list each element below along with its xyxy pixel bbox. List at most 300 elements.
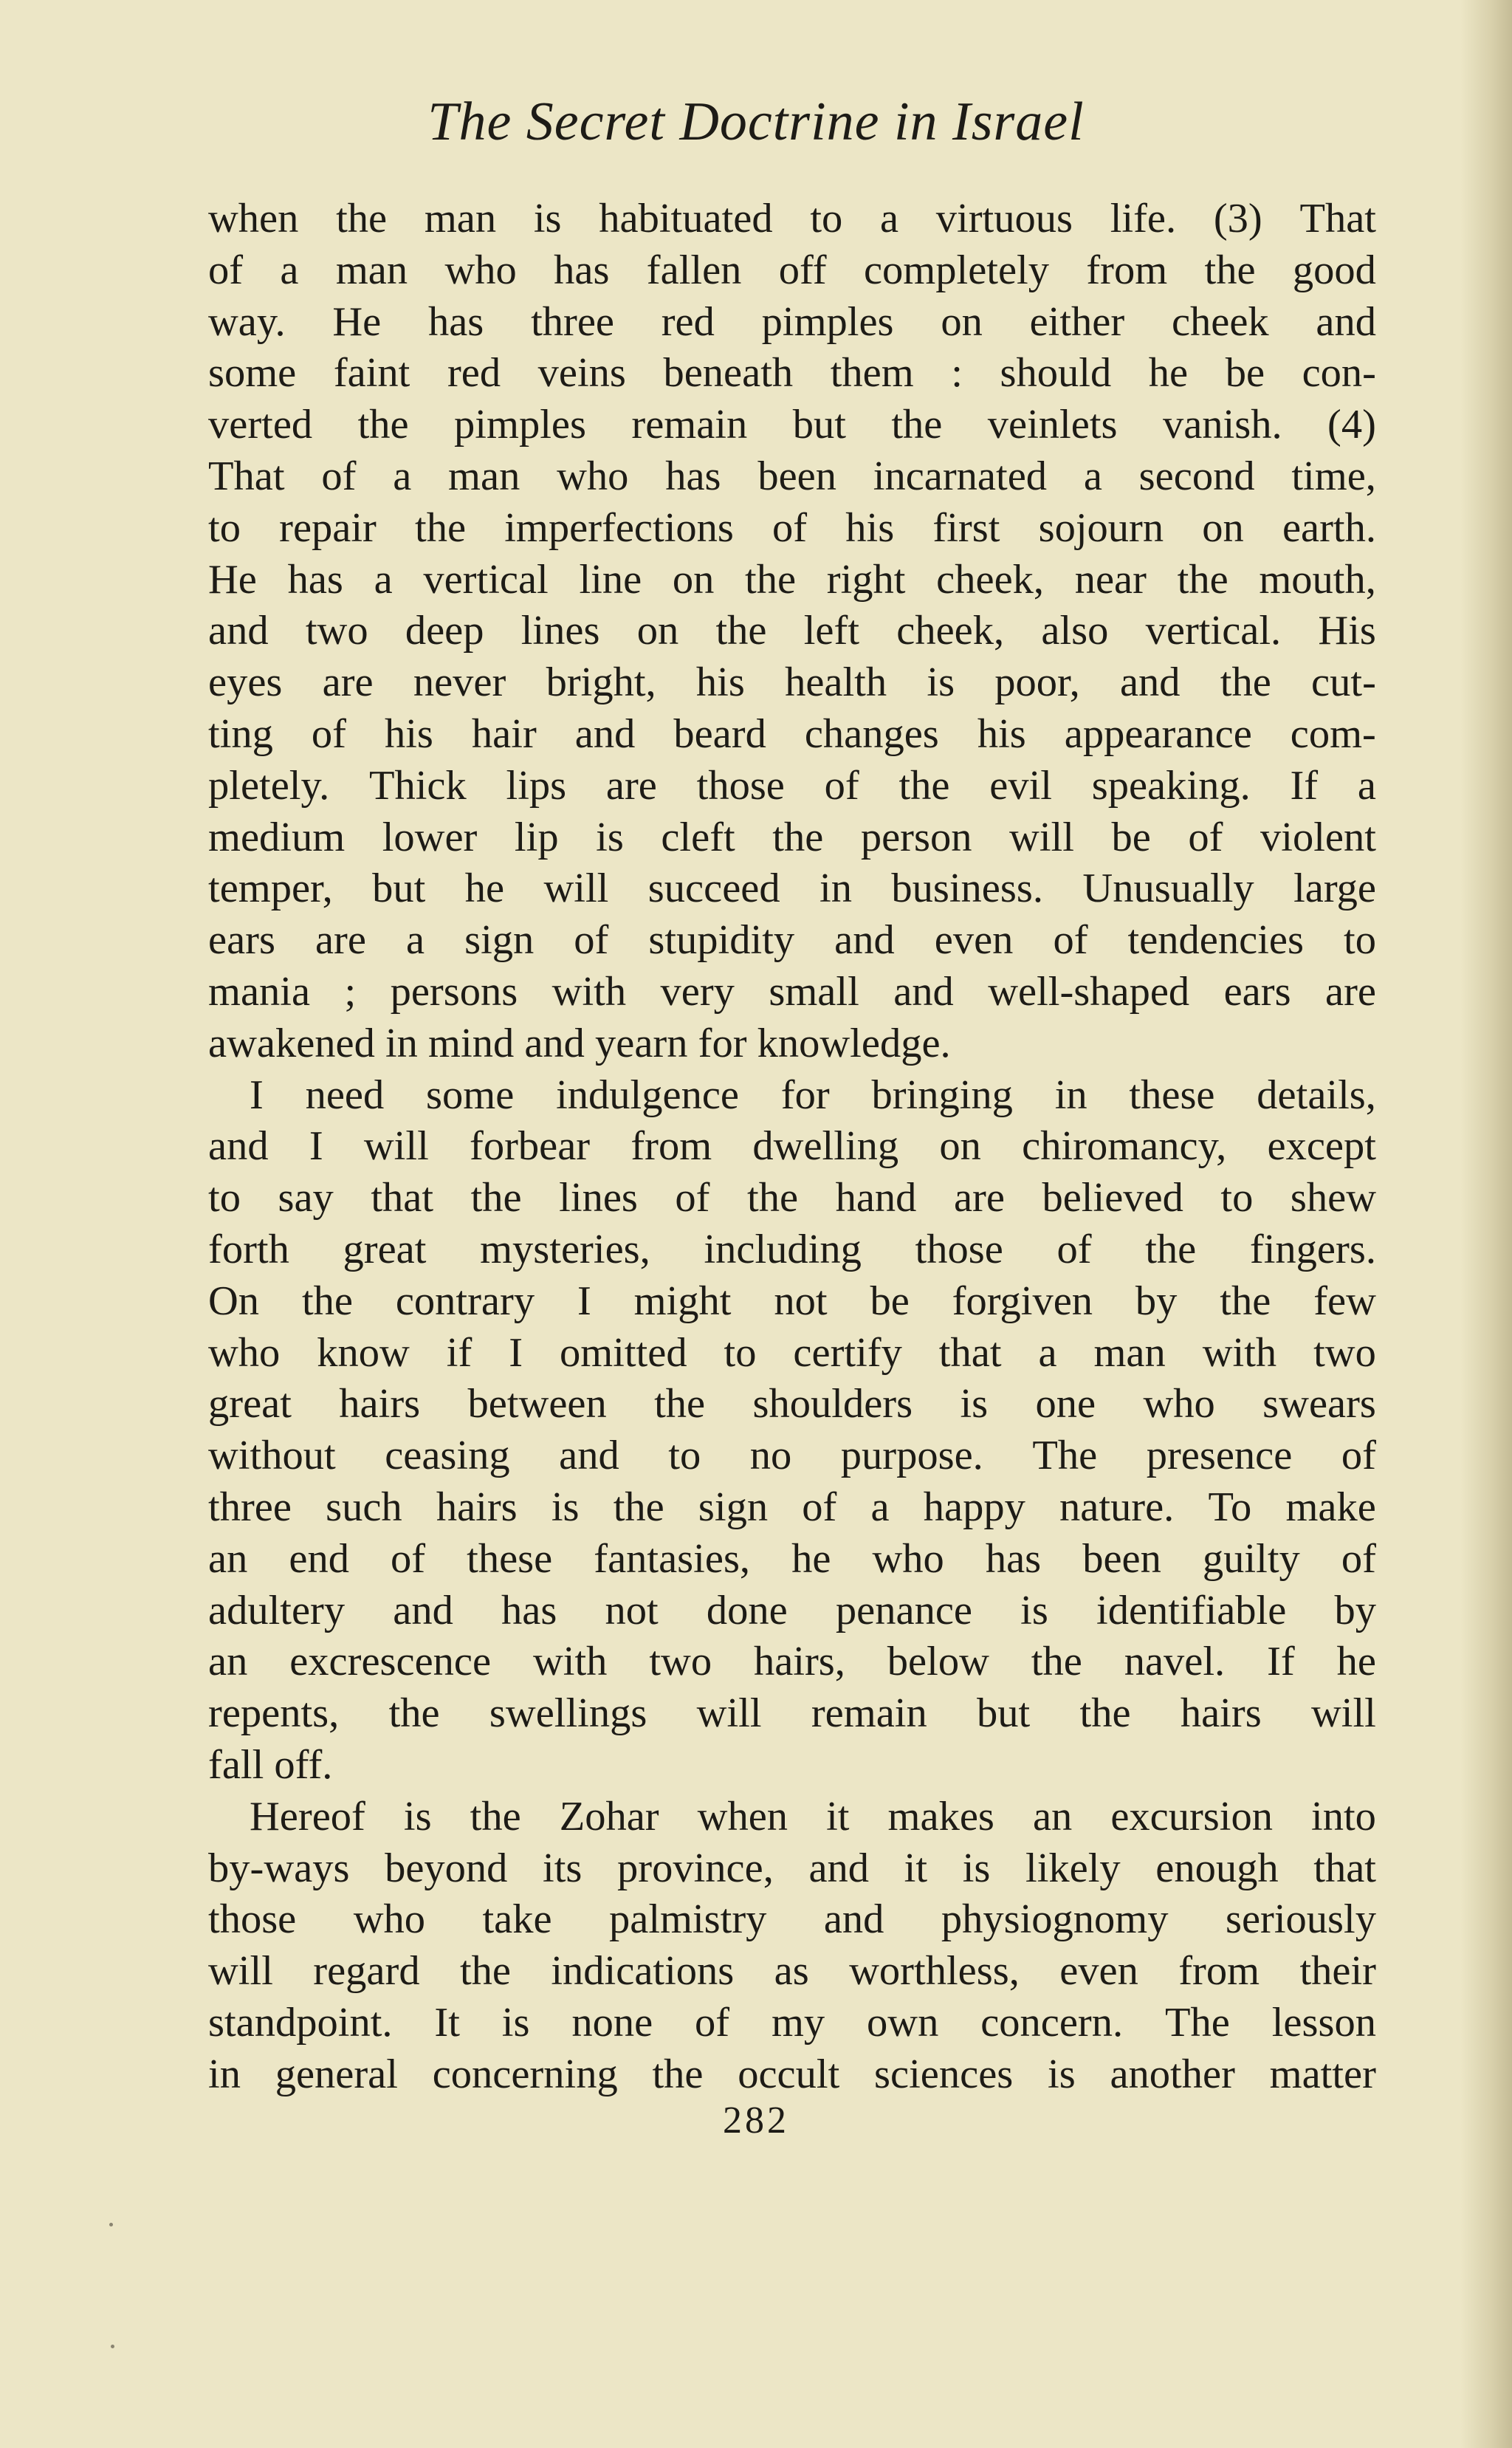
word: a [280, 247, 299, 293]
word: life. [1110, 196, 1177, 241]
word: it [904, 1845, 928, 1891]
text-line [208, 1070, 1376, 1122]
word: of [1056, 1226, 1092, 1272]
word: ; [344, 968, 357, 1015]
word: to [1344, 917, 1376, 964]
word: faint [333, 350, 410, 397]
word: ears [208, 917, 275, 964]
word: two [649, 1639, 712, 1685]
word: the [459, 1948, 511, 1995]
word: those [915, 1226, 1003, 1272]
word: great [343, 1226, 427, 1272]
word: certify [793, 1329, 902, 1376]
word: but [977, 1690, 1031, 1737]
word: no [749, 1433, 792, 1479]
word: the [1220, 1278, 1271, 1324]
word: either [1029, 298, 1125, 345]
word: and [893, 968, 954, 1015]
word: his [977, 710, 1026, 757]
word: of [321, 453, 357, 499]
word: never [413, 659, 506, 706]
text-line [208, 348, 1376, 400]
word: He [332, 298, 382, 345]
text-line [208, 1894, 1376, 1946]
word: has [501, 1587, 557, 1633]
word: standpoint. [208, 1999, 393, 2046]
text-line [208, 1946, 1376, 1998]
text-line [208, 193, 1376, 245]
word: hairs [339, 1381, 421, 1427]
body-text [208, 193, 1376, 2100]
word: shew [1290, 1175, 1376, 1221]
word: be [1225, 350, 1265, 397]
word: purpose. [840, 1433, 983, 1479]
word: vanish. [1162, 402, 1282, 448]
word: believed [1042, 1175, 1183, 1221]
word: ting [208, 710, 273, 757]
word: cut- [1311, 659, 1376, 706]
word: He [208, 556, 257, 603]
word: stupidity [648, 917, 795, 964]
word: has [287, 556, 343, 603]
word: small [769, 968, 859, 1015]
word: mysteries, [480, 1226, 650, 1272]
word: end [289, 1535, 349, 1582]
word: line [579, 556, 642, 603]
word: ceasing [385, 1433, 510, 1479]
word: of [824, 762, 859, 809]
word: that [1313, 1845, 1376, 1891]
word: swellings [489, 1690, 647, 1737]
word: I [509, 1329, 523, 1376]
word: business. [891, 865, 1043, 912]
word: the [388, 1690, 440, 1737]
word: of [1341, 1535, 1376, 1582]
word: presence [1146, 1433, 1293, 1479]
word: of [1341, 1433, 1376, 1479]
word: excursion [1110, 1793, 1273, 1840]
word: The [1032, 1433, 1098, 1479]
word: makes [887, 1793, 994, 1840]
word: the [1204, 247, 1256, 293]
word: some [426, 1072, 515, 1118]
word: and [208, 608, 269, 654]
word: has [665, 453, 721, 499]
text-line [208, 863, 1376, 915]
text-line [208, 709, 1376, 761]
word: and [208, 1123, 269, 1170]
word: great [208, 1381, 292, 1427]
word: I [309, 1123, 323, 1170]
word: veinlets [987, 402, 1118, 448]
word: red [447, 350, 501, 397]
word: on [636, 608, 679, 654]
word: sign [464, 917, 535, 964]
word: violent [1260, 814, 1376, 860]
word: On [208, 1278, 260, 1324]
word: person [860, 814, 972, 860]
word: near [1074, 556, 1147, 603]
word: cheek [1171, 298, 1269, 345]
text-line [208, 1792, 1376, 1843]
word: hand [835, 1175, 917, 1221]
word: three [208, 1484, 292, 1530]
word: I [577, 1278, 591, 1324]
word: remain [811, 1690, 927, 1737]
word: two [1313, 1329, 1376, 1376]
word: left [803, 608, 860, 654]
word: to [724, 1329, 757, 1376]
word: be [870, 1278, 910, 1324]
word: a [374, 556, 393, 603]
word: Unusually [1082, 865, 1254, 912]
word: nature. [1059, 1484, 1175, 1530]
word: the [772, 814, 824, 860]
word: into [1311, 1793, 1376, 1840]
word: and [574, 710, 636, 757]
word: with [551, 968, 627, 1015]
word: man [1093, 1329, 1166, 1376]
word: con- [1302, 350, 1376, 397]
word: but [792, 402, 846, 448]
word: habituated [599, 196, 773, 241]
word: and [559, 1433, 619, 1479]
word: he [1336, 1639, 1376, 1685]
word: make [1285, 1484, 1376, 1530]
word: his [384, 710, 433, 757]
text-line [208, 555, 1376, 606]
word: That [1299, 196, 1376, 241]
word: is [533, 196, 562, 241]
word: persons [390, 968, 518, 1015]
text-line [208, 812, 1376, 864]
word: is [1048, 2051, 1076, 2097]
word: sojourn [1038, 504, 1164, 551]
word: the [1220, 659, 1271, 706]
word: worthless, [849, 1948, 1020, 1995]
word: who [872, 1535, 944, 1582]
text-line-content: awakened in mind and yearn for knowledge. [208, 1020, 951, 1066]
word: mania [208, 968, 311, 1015]
word: and [1119, 659, 1181, 706]
word: from [1178, 1948, 1260, 1995]
word: these [467, 1535, 553, 1582]
word: virtuous [935, 196, 1073, 241]
word: the [357, 402, 409, 448]
word: fingers. [1249, 1226, 1376, 1272]
word: the [745, 556, 797, 603]
word: an [1032, 1793, 1073, 1840]
word: has [985, 1535, 1042, 1582]
word: guilty [1202, 1535, 1300, 1582]
word: red [661, 298, 715, 345]
word: chiromancy, [1022, 1123, 1227, 1170]
word: second [1138, 453, 1255, 499]
text-line [208, 503, 1376, 555]
word: another [1110, 2051, 1235, 2097]
word: hairs [436, 1484, 518, 1530]
word: forbear [470, 1123, 591, 1170]
word: hairs, [753, 1639, 845, 1685]
word: a [393, 453, 412, 499]
word: by [1135, 1278, 1178, 1324]
word: who [353, 1896, 426, 1943]
word: sign [698, 1484, 769, 1530]
word: few [1313, 1278, 1376, 1324]
word: contrary [395, 1278, 535, 1324]
word: incarnated [873, 453, 1048, 499]
word: below [887, 1639, 989, 1685]
word: is [1020, 1587, 1048, 1633]
word: veins [537, 350, 626, 397]
word: Zohar [559, 1793, 659, 1840]
word: without [208, 1433, 336, 1479]
word: the [613, 1484, 664, 1530]
text-line [208, 2049, 1376, 2101]
word: lip [514, 814, 559, 860]
word: is [960, 1381, 989, 1427]
word: I [250, 1072, 264, 1118]
word: pimples [454, 402, 586, 448]
word: adultery [208, 1587, 346, 1633]
word: large [1293, 865, 1376, 912]
word: be [1111, 814, 1151, 860]
word: shoulders [752, 1381, 913, 1427]
word: are [1325, 968, 1376, 1015]
word: beyond [385, 1845, 508, 1891]
word: the [1031, 1639, 1082, 1685]
word: It [434, 1999, 460, 2046]
word: medium [208, 814, 346, 860]
word: man [424, 196, 497, 241]
word: by [1334, 1587, 1376, 1633]
word: but [372, 865, 426, 912]
word: and [1316, 298, 1376, 345]
word: details, [1257, 1072, 1376, 1118]
word: vertical [423, 556, 549, 603]
word: if [446, 1329, 472, 1376]
word: to [208, 504, 241, 551]
word: swears [1262, 1381, 1376, 1427]
word: earth. [1282, 504, 1376, 551]
word: regard [313, 1948, 420, 1995]
word: including [704, 1226, 862, 1272]
word: not [774, 1278, 828, 1324]
word: health [785, 659, 887, 706]
word: very [660, 968, 735, 1015]
word: of [772, 504, 808, 551]
text-line [208, 1585, 1376, 1637]
word: a [1083, 453, 1102, 499]
word: them [830, 350, 914, 397]
word: except [1267, 1123, 1376, 1170]
running-head: The Secret Doctrine in Israel [427, 92, 1085, 152]
word: for [780, 1072, 830, 1118]
word: on [939, 1123, 981, 1170]
word: That [208, 453, 285, 499]
word: (3) [1213, 196, 1262, 241]
word: poor, [994, 659, 1080, 706]
word: beneath [663, 350, 794, 397]
text-line [208, 1740, 1376, 1792]
word: way. [208, 298, 286, 345]
word: its [543, 1845, 583, 1891]
word: say [278, 1175, 334, 1221]
word: of [311, 710, 346, 757]
word: one [1035, 1381, 1096, 1427]
text-line [208, 967, 1376, 1018]
word: those [696, 762, 785, 809]
word: when [697, 1793, 788, 1840]
word: of [391, 1535, 426, 1582]
word: is [403, 1793, 432, 1840]
word: forth [208, 1226, 289, 1272]
word: To [1208, 1484, 1252, 1530]
word: succeed [647, 865, 780, 912]
word: their [1299, 1948, 1376, 1995]
word: his [845, 504, 895, 551]
text-line [208, 915, 1376, 967]
word: between [467, 1381, 607, 1427]
word: with [1202, 1329, 1277, 1376]
word: own [867, 1999, 939, 2046]
word: Thick [368, 762, 467, 809]
word: with [532, 1639, 608, 1685]
word: are [605, 762, 657, 809]
word: will [1009, 814, 1074, 860]
word: hairs [1180, 1690, 1262, 1737]
word: need [305, 1072, 385, 1118]
word: who [444, 247, 517, 293]
word: cheek, [936, 556, 1045, 603]
text-line [208, 1121, 1376, 1173]
word: pimples [761, 298, 894, 345]
word: concerning [432, 2051, 618, 2097]
page-edge-shadow [1460, 0, 1512, 2448]
word: the [470, 1175, 522, 1221]
word: man [335, 247, 408, 293]
word: been [1082, 1535, 1161, 1582]
word: right [826, 556, 906, 603]
word: a [1357, 762, 1376, 809]
word: of [1053, 917, 1088, 964]
word: likely [1025, 1845, 1121, 1891]
word: done [706, 1587, 788, 1633]
word: of [208, 247, 244, 293]
word: lips [506, 762, 567, 809]
word: eyes [208, 659, 283, 706]
word: the [415, 504, 467, 551]
word: might [633, 1278, 732, 1324]
word: the [1145, 1226, 1197, 1272]
word: His [1318, 608, 1376, 654]
word: is [927, 659, 955, 706]
word: cleft [661, 814, 735, 860]
word: appearance [1064, 710, 1252, 757]
word: even [1059, 1948, 1138, 1995]
word: of [675, 1175, 710, 1221]
word: the [715, 608, 767, 654]
word: the [301, 1278, 353, 1324]
word: physiognomy [941, 1896, 1169, 1943]
word: as [774, 1948, 809, 1995]
text-line [208, 606, 1376, 657]
word: identifiable [1096, 1587, 1287, 1633]
word: the [654, 1381, 706, 1427]
word: been [757, 453, 836, 499]
word: not [605, 1587, 659, 1633]
text-line [208, 1328, 1376, 1379]
word: ears [1223, 968, 1291, 1015]
word: time, [1291, 453, 1376, 499]
word: will [543, 865, 609, 912]
word: the [336, 196, 388, 241]
word: vertical. [1145, 608, 1282, 654]
word: when [208, 196, 299, 241]
word: fallen [646, 247, 742, 293]
word: lower [382, 814, 478, 860]
text-line [208, 297, 1376, 349]
word: on [941, 298, 983, 345]
word: will [363, 1123, 429, 1170]
word: will [1310, 1690, 1376, 1737]
text-line [208, 1018, 1376, 1070]
word: concern. [980, 1999, 1124, 2046]
word: is [501, 1999, 530, 2046]
word: first [932, 504, 1000, 551]
word: such [326, 1484, 402, 1530]
word: that [371, 1175, 434, 1221]
word: beard [673, 710, 766, 757]
word: omitted [559, 1329, 687, 1376]
word: and [808, 1845, 870, 1891]
text-line [208, 1843, 1376, 1895]
word: the [891, 402, 943, 448]
word: by-ways [208, 1845, 350, 1891]
word: repents, [208, 1690, 340, 1737]
word: fantasies, [594, 1535, 751, 1582]
word: three [531, 298, 614, 345]
word: pletely. [208, 762, 330, 809]
word: my [771, 1999, 825, 2046]
word: sciences [874, 2051, 1014, 2097]
word: of [574, 917, 609, 964]
word: take [482, 1896, 552, 1943]
word: the [1177, 556, 1228, 603]
word: off [778, 247, 827, 293]
word: he [1148, 350, 1189, 397]
word: Hereof [250, 1793, 365, 1840]
word: has [427, 298, 484, 345]
text-line [208, 1430, 1376, 1482]
word: seriously [1225, 1896, 1376, 1943]
page-number: 282 [723, 2099, 789, 2142]
text-line [208, 1534, 1376, 1585]
word: that [938, 1329, 1002, 1376]
text-line [208, 400, 1376, 451]
word: cheek, [896, 608, 1005, 654]
word: enough [1155, 1845, 1279, 1891]
word: indications [551, 1948, 735, 1995]
word: of [695, 1999, 730, 2046]
word: it [826, 1793, 850, 1840]
word: in [208, 2051, 241, 2097]
word: palmistry [609, 1896, 767, 1943]
text-line [208, 1276, 1376, 1328]
word: he [791, 1535, 831, 1582]
word: occult [738, 2051, 840, 2097]
word: is [551, 1484, 580, 1530]
